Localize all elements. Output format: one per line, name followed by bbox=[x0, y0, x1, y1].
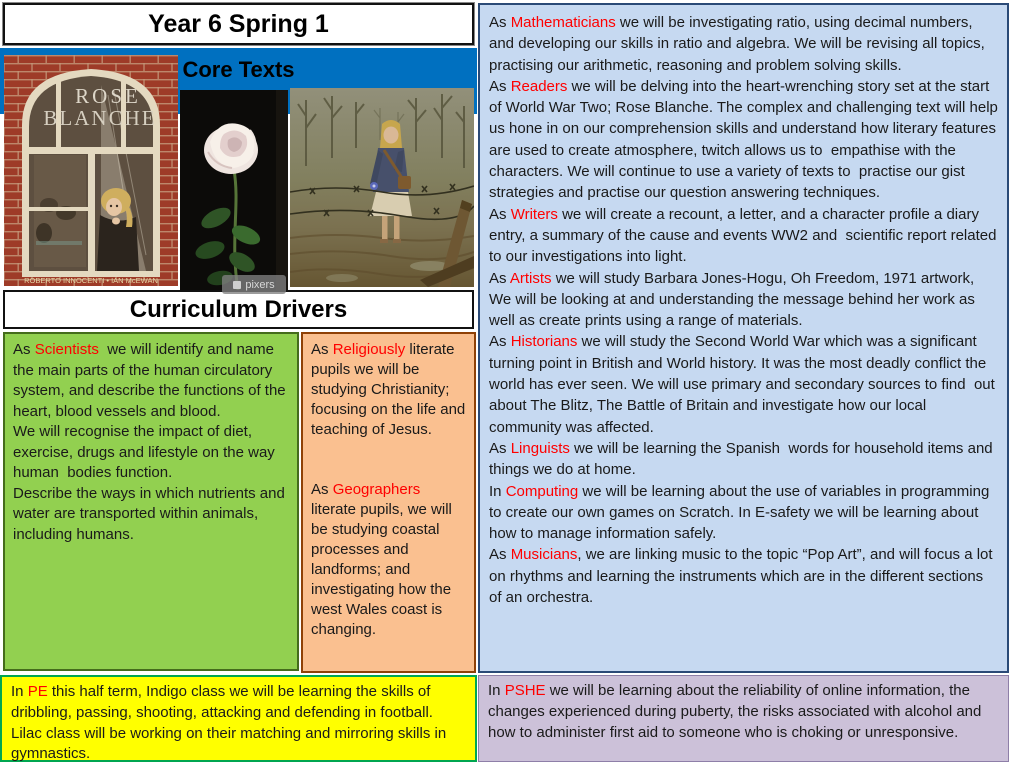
computing-keyword: Computing bbox=[505, 482, 579, 500]
section-prefix: As bbox=[311, 341, 333, 358]
page-title: Year 6 Spring 1 bbox=[148, 9, 329, 38]
section-text: we will study Barbara Jones-Hogu, Oh Freedom, 1971 artwork, We will be looking at and understanding the message behind her work as well as create prints using a range of materials. bbox=[489, 269, 980, 330]
section-prefix: As bbox=[489, 269, 510, 287]
religion-paragraph bbox=[311, 340, 470, 440]
section-prefix: In bbox=[489, 482, 506, 500]
science-paragraph-3: Describe the ways in which nutrients and water are transported within animals, including humans. bbox=[13, 484, 289, 543]
historians-keyword: Historians bbox=[510, 333, 578, 351]
curriculum-drivers-box bbox=[3, 290, 474, 329]
section-text: we will be learning the Spanish words for household items and things we do at home. bbox=[489, 439, 997, 479]
section-text: , we are linking music to the topic “Pop Art”, and will focus a lot on rhythms and learning the instruments which are in the different sections of an orchestra. bbox=[489, 546, 997, 607]
section-prefix: As bbox=[489, 14, 511, 31]
book-title-line1: ROSE bbox=[75, 84, 141, 108]
section-text: we will be learning about the use of variables in programming to create our own games on Scratch. In E-safety we will be learning about how to manage information safely. bbox=[489, 482, 994, 543]
subject-section-linguists bbox=[489, 438, 998, 481]
linguists-keyword: Linguists bbox=[510, 439, 570, 457]
geography-paragraph bbox=[311, 480, 466, 640]
pixers-watermark bbox=[222, 275, 286, 294]
science-keyword: Scientists bbox=[34, 341, 99, 358]
war-landscape-image bbox=[290, 88, 474, 287]
book-title-line2: BLANCHE bbox=[43, 106, 157, 130]
section-text: literate pupils, we will be studying coastal processes and landforms; and investigating how the west Wales coast is changing. bbox=[311, 481, 457, 638]
section-prefix: As bbox=[13, 341, 35, 358]
subject-section-artists bbox=[489, 268, 998, 332]
science-section bbox=[3, 332, 299, 671]
pe-keyword: PE bbox=[27, 683, 48, 700]
pshe-paragraph bbox=[488, 681, 999, 743]
section-prefix: As bbox=[311, 481, 333, 498]
science-paragraph bbox=[13, 340, 289, 422]
rose-blanche-cover-image bbox=[4, 55, 178, 286]
core-texts-heading: Core Texts bbox=[182, 57, 295, 82]
section-text: we will be learning about the reliability of online information, the changes experienced during puberty, the risks associated with alcohol and how to administer first aid to someone who is choking or unresponsive. bbox=[488, 682, 986, 741]
white-rose-illustration bbox=[180, 90, 288, 290]
subjects-panel bbox=[478, 3, 1009, 673]
pshe-section bbox=[478, 675, 1009, 762]
subject-section-computing bbox=[489, 481, 998, 545]
section-prefix: As bbox=[489, 546, 511, 564]
re-geography-section bbox=[301, 332, 476, 673]
subject-section-writers bbox=[489, 204, 1001, 268]
pixers-logo-icon bbox=[233, 281, 241, 289]
section-prefix: As bbox=[489, 333, 511, 351]
pe-paragraph bbox=[11, 682, 466, 764]
religion-keyword: Religiously bbox=[332, 341, 406, 358]
musicians-keyword: Musicians bbox=[510, 546, 578, 564]
white-rose-image bbox=[180, 90, 288, 290]
pshe-keyword: PSHE bbox=[504, 682, 546, 699]
section-text: this half term, Indigo class we will be learning the skills of dribbling, passing, shooting, attacking and defending in football. Lilac class will be working on their matching and mirroring skills in gymnastics. bbox=[11, 683, 451, 763]
artists-keyword: Artists bbox=[509, 269, 552, 287]
section-text: we will be investigating ratio, using decimal numbers, and developing our skills in ratio and algebra. We will be revising all topics, practising our arithmetic, reasoning and problem solving skills. bbox=[489, 14, 989, 74]
book-authors: ROBERTO INNOCENTI • IAN McEWAN bbox=[24, 276, 158, 285]
section-prefix: As bbox=[489, 77, 511, 95]
section-text: we will be delving into the heart-wrenching story set at the start of World War Two; Rose Blanche. The complex and challenging text will help us hone in on our comprehension skills and understand how literary features are used to create atmosphere, twitch allows us to empathise with the characters. We will continue to use a variety of texts to practise our gist strategies and practise our question answering techniques. bbox=[489, 77, 1003, 202]
section-text: we will study the Second World War which was a significant turning point in British and World history. It was the most deadly conflict the world has ever seen. We will use primary and secondary sources to find out about The Blitz, The Battle of Britain and investigate how our local community was affected. bbox=[489, 333, 999, 436]
curriculum-drivers-heading: Curriculum Drivers bbox=[129, 295, 348, 323]
pe-section bbox=[0, 675, 477, 762]
subject-section-mathematicians bbox=[489, 12, 998, 76]
section-prefix: In bbox=[488, 682, 505, 699]
subject-section-readers bbox=[489, 76, 1003, 204]
section-text: we will create a recount, a letter, and a character profile a diary entry, a summary of the cause and events WW2 and scientific report related to our investigations into light. bbox=[489, 205, 1001, 266]
war-landscape-illustration bbox=[290, 88, 474, 287]
rose-blanche-illustration bbox=[4, 55, 178, 286]
subject-section-historians bbox=[489, 331, 998, 437]
subject-section-musicians bbox=[489, 544, 998, 608]
mathematicians-keyword: Mathematicians bbox=[510, 14, 616, 31]
science-paragraph-2: We will recognise the impact of diet, exercise, drugs and lifestyle on the way human bodies function. bbox=[13, 423, 279, 481]
writers-keyword: Writers bbox=[510, 205, 558, 223]
section-prefix: In bbox=[11, 683, 28, 700]
page-title-box bbox=[3, 3, 474, 45]
section-prefix: As bbox=[489, 205, 511, 223]
pixers-watermark-label: pixers bbox=[245, 278, 275, 291]
readers-keyword: Readers bbox=[510, 77, 568, 95]
section-text: we will identify and name the main parts of the human circulatory system, and describe the functions of the heart, blood vessels and blood. bbox=[13, 341, 290, 420]
section-prefix: As bbox=[489, 439, 511, 457]
geography-keyword: Geographers bbox=[332, 481, 421, 498]
section-text: literate pupils we will be studying Christianity; focusing on the life and teaching of Jesus. bbox=[311, 341, 470, 438]
